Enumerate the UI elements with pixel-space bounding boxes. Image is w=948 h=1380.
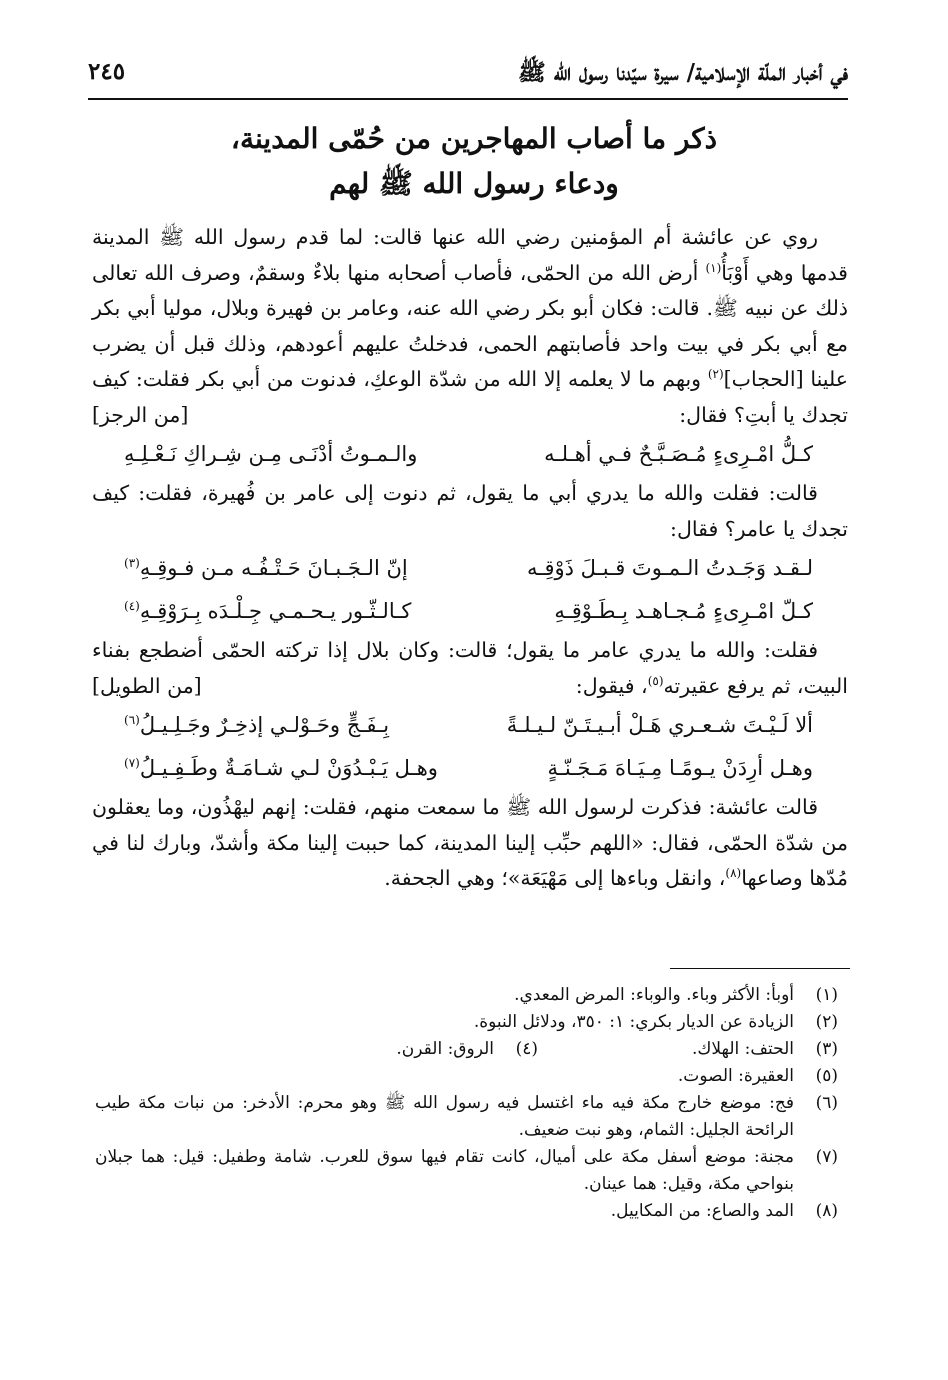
paragraph-4 [92,790,848,897]
verse-3-second-hemistich [124,590,411,633]
footnote-ref-4[interactable]: (٤) [124,599,140,613]
paragraph-4-part-b: ، وانقل وباءها إلى مَهْيَعَة»؛ وهي الجحفة. [384,866,726,890]
verse-line-5 [92,747,848,790]
footnote-5 [95,1063,838,1090]
verse-line-2 [92,547,848,590]
paragraph-1-part-c: وبهم ما لا يعلمه إلا الله من شدّة الوعكِ، فدنوت من أبي بكر فقلت: كيف تجدك يا أبتِ؟ فقال: [92,367,848,427]
paragraph-4-part-a: قالت عائشة: فذكرت لرسول الله ﷺ ما سمعت منهم، فقلت: إنهم ليهْذُون، وما يعقلون من شدّة الحمّى، فقال: «اللهم حبِّب إلينا المدينة، كما حببت إلينا مكة وأشدّ، وبارك لنا في مُدّها وصاعها [92,795,848,890]
paragraph-2: قالت: فقلت والله ما يدري أبي ما يقول، ثم دنوت إلى عامر بن فُهيرة، فقلت: كيف تجدك يا عامر؟ فقال: [92,481,848,541]
footnote-1 [95,982,838,1009]
verse-line-4 [92,704,848,747]
footnote-row-3-4 [95,1036,838,1063]
chapter-heading-line-1: ذكر ما أصاب المهاجرين من حُمّى المدينة، [230,122,718,155]
paragraph-1-part-a: روي عن عائشة أم المؤمنين رضي الله عنها قالت: لما قدم رسول الله ﷺ المدينة قدمها وهي أَوْبَأُ [92,225,848,285]
verse-4-second-hemistich [124,704,389,747]
verse-line-1 [92,433,848,476]
verse-4-first-hemistich: ألا لَـيْـتَ شـعـري هَـلْ أبـيـتَـنّ لـيـلـةً [506,713,813,737]
footnote-6 [95,1090,838,1144]
footnote-ref-5[interactable]: (٥) [647,673,664,688]
meter-label-rajaz: [من الرجز] [92,402,189,427]
footnote-ref-7[interactable]: (٧) [124,756,140,770]
verse-5-second-text: وهـل يَـبْـدُوَنْ لـي شـامَـةٌ وطَـفِـيـلُ [139,756,438,780]
footnote-number: (٤) [515,1039,538,1059]
footnote-text: الحتف: الهلاك. [691,1039,794,1059]
paragraph-3 [92,633,848,704]
footnote-text: مجنة: موضع أسفل مكة على أميال، كانت تقام فيها سوق للعرب. شامة وطفيل: قيل: هما جبلان بنواحي مكة، وقيل: هما عينان. [95,1147,794,1194]
footnote-2 [95,1009,838,1036]
footnote-number: (٨) [815,1201,838,1221]
footnote-number: (٣) [815,1039,838,1059]
verse-2-first-hemistich: لـقـد وَجَـدتُ الـمـوتَ قـبـلَ ذَوْقِـه [527,556,813,580]
page-number: ٢٤٥ [88,58,126,85]
verse-5-second-hemistich [124,747,438,790]
footnote-7 [95,1144,838,1198]
paragraph-3-part-a: فقلت: والله ما يدري عامر ما يقول؛ قالت: وكان بلال إذا تركته الحمّى أضطجع بفناء البيت، ثم يرفع عقيرته [92,638,848,698]
footnote-text: العقيرة: الصوت. [677,1066,794,1086]
footnote-ref-2[interactable]: (٢) [707,367,724,382]
meter-label-tawil: [من الطويل] [92,673,202,698]
chapter-heading-line-2: ودعاء رسول الله ﷺ لهم [329,167,619,200]
running-header [88,58,848,100]
footnote-text: فج: موضع خارج مكة فيه ماء اغتسل فيه رسول الله ﷺ وهو محرم: الأدخر: من نبات مكة طيب الرائحة الجليل: الثمام، وهو نبت ضعيف. [95,1093,794,1140]
footnote-separator [670,968,850,969]
verse-3-second-text: كـالـثّـور يـحـمـي جِـلْـدَه بِـرَوْقِـهِ [139,599,412,623]
verse-1-first-hemistich: كـلُّ امْـرِىءٍ مُـصَـبَّـحٌ فـي أهـلـه [544,442,813,466]
footnote-text: المد والصاع: من المكاييل. [610,1201,794,1221]
footnote-number: (٥) [815,1066,838,1086]
footnotes [95,982,838,1225]
verse-4-second-text: بِـفَـجٍّ وحَـوْلـي إذخِـرٌ وجَـلِـيـلُ [139,713,390,737]
footnote-number: (١) [815,985,838,1005]
verse-5-first-hemistich: وهـل أرِدَنْ يـومًـا مِـيَـاهَ مَـجَـنّـةٍ [547,756,813,780]
footnote-number: (٢) [815,1012,838,1032]
footnote-text: أوبأ: الأكثر وباء. والوباء: المرض المعدي. [514,985,794,1005]
verse-2-second-hemistich [124,547,408,590]
running-title: في أخبار الملّة الإسلامية/ سيرة سيّدنا رسول الله ﷺ [518,59,848,86]
footnote-ref-6[interactable]: (٦) [124,713,140,727]
footnote-ref-1[interactable]: (١) [705,260,722,275]
footnote-number: (٧) [815,1147,838,1167]
footnote-3 [538,1036,838,1063]
footnote-ref-8[interactable]: (٨) [725,866,742,881]
paragraph-3-part-b: ، فيقول: [575,673,648,698]
paragraph-1-part-b: أرض الله من الحمّى، فأصاب أصحابه منها بلاءٌ وسقمٌ، وصرف الله تعالى ذلك عن نبيه ﷺ. قالت: فكان أبو بكر رضي الله عنه، وعامر بن فهيرة وبلال، موليا أبي بكر مع أبي بكر في بيت واحد فأصابتهم الحمى، فدخلتُ عليهم أعودهم، وذلك قبل أن يضرب علينا [الحجاب] [92,260,848,391]
footnote-text: الزيادة عن الديار بكري: ١: ٣٥٠، ودلائل النبوة. [473,1012,794,1032]
verse-line-3 [92,590,848,633]
verse-2-second-text: إنّ الـجَـبـانَ حَـتْـفُـه مـن فـوقِـهِ [139,556,408,580]
footnote-4 [238,1036,538,1063]
footnote-number: (٦) [815,1093,838,1113]
footnote-8 [95,1198,838,1225]
footnote-ref-3[interactable]: (٣) [124,556,140,570]
verse-1-second-hemistich: والـمـوتُ أدْنَـى مِـن شِـراكِ نَـعْـلِـهِ [124,442,418,466]
paragraph-1 [92,220,848,433]
body-text [92,220,848,897]
footnote-text: الروق: القرن. [396,1039,494,1059]
verse-3-first-hemistich: كـلّ امْـرِىءٍ مُـجـاهـد بِـطَـوْقِـهِ [554,599,813,623]
